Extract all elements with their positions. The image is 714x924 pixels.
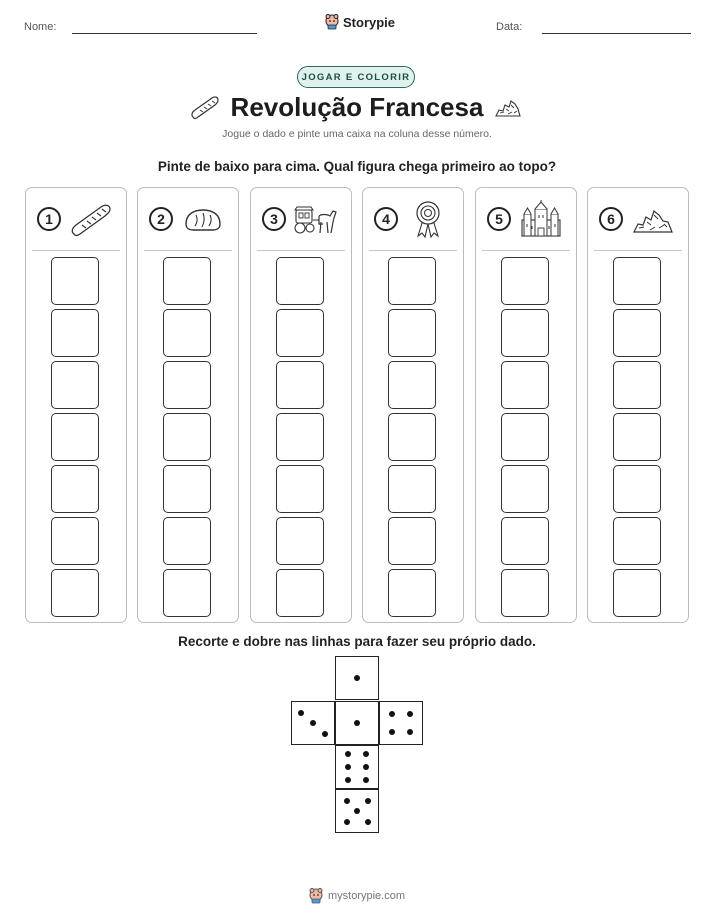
die-face-top xyxy=(335,656,379,700)
die-pip xyxy=(365,819,371,825)
die-pip xyxy=(344,819,350,825)
subtitle: Jogue o dado e pinte uma caixa na coluna desse número. xyxy=(222,128,492,140)
baguette-icon xyxy=(68,200,114,238)
color-box[interactable] xyxy=(613,361,661,409)
color-box[interactable] xyxy=(501,465,549,513)
horse-carriage-icon xyxy=(293,200,339,238)
die-face-left xyxy=(291,701,335,745)
die-pip xyxy=(407,711,413,717)
column-3 xyxy=(250,187,352,623)
die-pip xyxy=(407,729,413,735)
color-box[interactable] xyxy=(613,257,661,305)
color-box[interactable] xyxy=(276,413,324,461)
die-face-below-center xyxy=(335,745,379,789)
color-box[interactable] xyxy=(501,257,549,305)
color-box[interactable] xyxy=(613,309,661,357)
color-box[interactable] xyxy=(276,361,324,409)
instruction-bottom: Recorte e dobre nas linhas para fazer seu próprio dado. xyxy=(178,634,536,649)
color-box[interactable] xyxy=(276,517,324,565)
color-box[interactable] xyxy=(388,361,436,409)
die-pip xyxy=(345,777,351,783)
column-number: 5 xyxy=(487,207,511,231)
die-pip xyxy=(344,798,350,804)
color-box[interactable] xyxy=(613,569,661,617)
color-box[interactable] xyxy=(51,465,99,513)
color-box[interactable] xyxy=(51,517,99,565)
die-pip xyxy=(363,777,369,783)
die-pip xyxy=(363,764,369,770)
date-line[interactable] xyxy=(542,33,691,34)
column-header xyxy=(138,188,238,250)
die-pip xyxy=(310,720,316,726)
color-box[interactable] xyxy=(51,361,99,409)
column-number: 3 xyxy=(262,207,286,231)
brand-logo xyxy=(325,14,395,30)
color-box[interactable] xyxy=(276,257,324,305)
color-box[interactable] xyxy=(388,413,436,461)
die-pip xyxy=(322,731,328,737)
color-box[interactable] xyxy=(163,309,211,357)
color-box[interactable] xyxy=(613,517,661,565)
column-6 xyxy=(587,187,689,623)
color-box[interactable] xyxy=(276,569,324,617)
column-header xyxy=(588,188,688,250)
die-pip xyxy=(354,675,360,681)
column-4 xyxy=(362,187,464,623)
die-pip xyxy=(298,710,304,716)
column-number: 1 xyxy=(37,207,61,231)
die-face-right xyxy=(379,701,423,745)
rosette-ribbon-icon xyxy=(405,200,451,238)
color-box[interactable] xyxy=(51,309,99,357)
column-header xyxy=(476,188,576,250)
color-box[interactable] xyxy=(501,413,549,461)
color-box[interactable] xyxy=(51,257,99,305)
die-face-center xyxy=(335,701,379,745)
color-box[interactable] xyxy=(163,569,211,617)
die-pip xyxy=(365,798,371,804)
rubble-stones-icon xyxy=(494,96,522,118)
color-box[interactable] xyxy=(501,569,549,617)
die-pip xyxy=(345,764,351,770)
die-pip xyxy=(345,751,351,757)
column-number: 6 xyxy=(599,207,623,231)
color-box[interactable] xyxy=(501,309,549,357)
color-box[interactable] xyxy=(276,309,324,357)
column-header xyxy=(26,188,126,250)
color-box[interactable] xyxy=(163,413,211,461)
die-face-bottom xyxy=(335,789,379,833)
color-box[interactable] xyxy=(388,465,436,513)
column-header xyxy=(251,188,351,250)
column-divider xyxy=(369,250,457,251)
color-box[interactable] xyxy=(163,517,211,565)
color-box[interactable] xyxy=(613,465,661,513)
castle-icon xyxy=(518,200,564,238)
name-line[interactable] xyxy=(72,33,257,34)
color-box[interactable] xyxy=(613,413,661,461)
column-header xyxy=(363,188,463,250)
column-divider xyxy=(594,250,682,251)
storypie-mascot-icon xyxy=(325,14,339,30)
column-number: 4 xyxy=(374,207,398,231)
column-1 xyxy=(25,187,127,623)
die-pip xyxy=(354,720,360,726)
column-2 xyxy=(137,187,239,623)
die-pip xyxy=(354,808,360,814)
bread-loaf-icon xyxy=(180,200,226,238)
color-box[interactable] xyxy=(276,465,324,513)
column-number: 2 xyxy=(149,207,173,231)
column-divider xyxy=(144,250,232,251)
storypie-mascot-icon xyxy=(309,888,323,904)
footer xyxy=(0,888,714,904)
color-box[interactable] xyxy=(51,413,99,461)
baguette-icon xyxy=(190,95,220,121)
instruction-top: Pinte de baixo para cima. Qual figura chega primeiro ao topo? xyxy=(157,159,557,174)
rubble-stones-icon xyxy=(630,200,676,238)
die-pip xyxy=(389,711,395,717)
page-title: Revolução Francesa xyxy=(230,92,484,122)
date-label: Data: xyxy=(496,21,523,33)
die-pip xyxy=(363,751,369,757)
color-box[interactable] xyxy=(388,569,436,617)
color-box[interactable] xyxy=(163,465,211,513)
color-box[interactable] xyxy=(163,361,211,409)
die-pip xyxy=(389,729,395,735)
color-box[interactable] xyxy=(501,517,549,565)
color-box[interactable] xyxy=(388,309,436,357)
brand-name: Storypie xyxy=(343,14,396,30)
color-box[interactable] xyxy=(51,569,99,617)
footer-url: mystorypie.com xyxy=(327,890,406,902)
color-box[interactable] xyxy=(163,257,211,305)
column-5 xyxy=(475,187,577,623)
color-box[interactable] xyxy=(388,257,436,305)
color-box[interactable] xyxy=(388,517,436,565)
name-label: Nome: xyxy=(24,21,57,33)
column-divider xyxy=(257,250,345,251)
column-divider xyxy=(482,250,570,251)
activity-badge: JOGAR E COLORIR xyxy=(297,66,415,88)
column-divider xyxy=(32,250,120,251)
color-box[interactable] xyxy=(501,361,549,409)
